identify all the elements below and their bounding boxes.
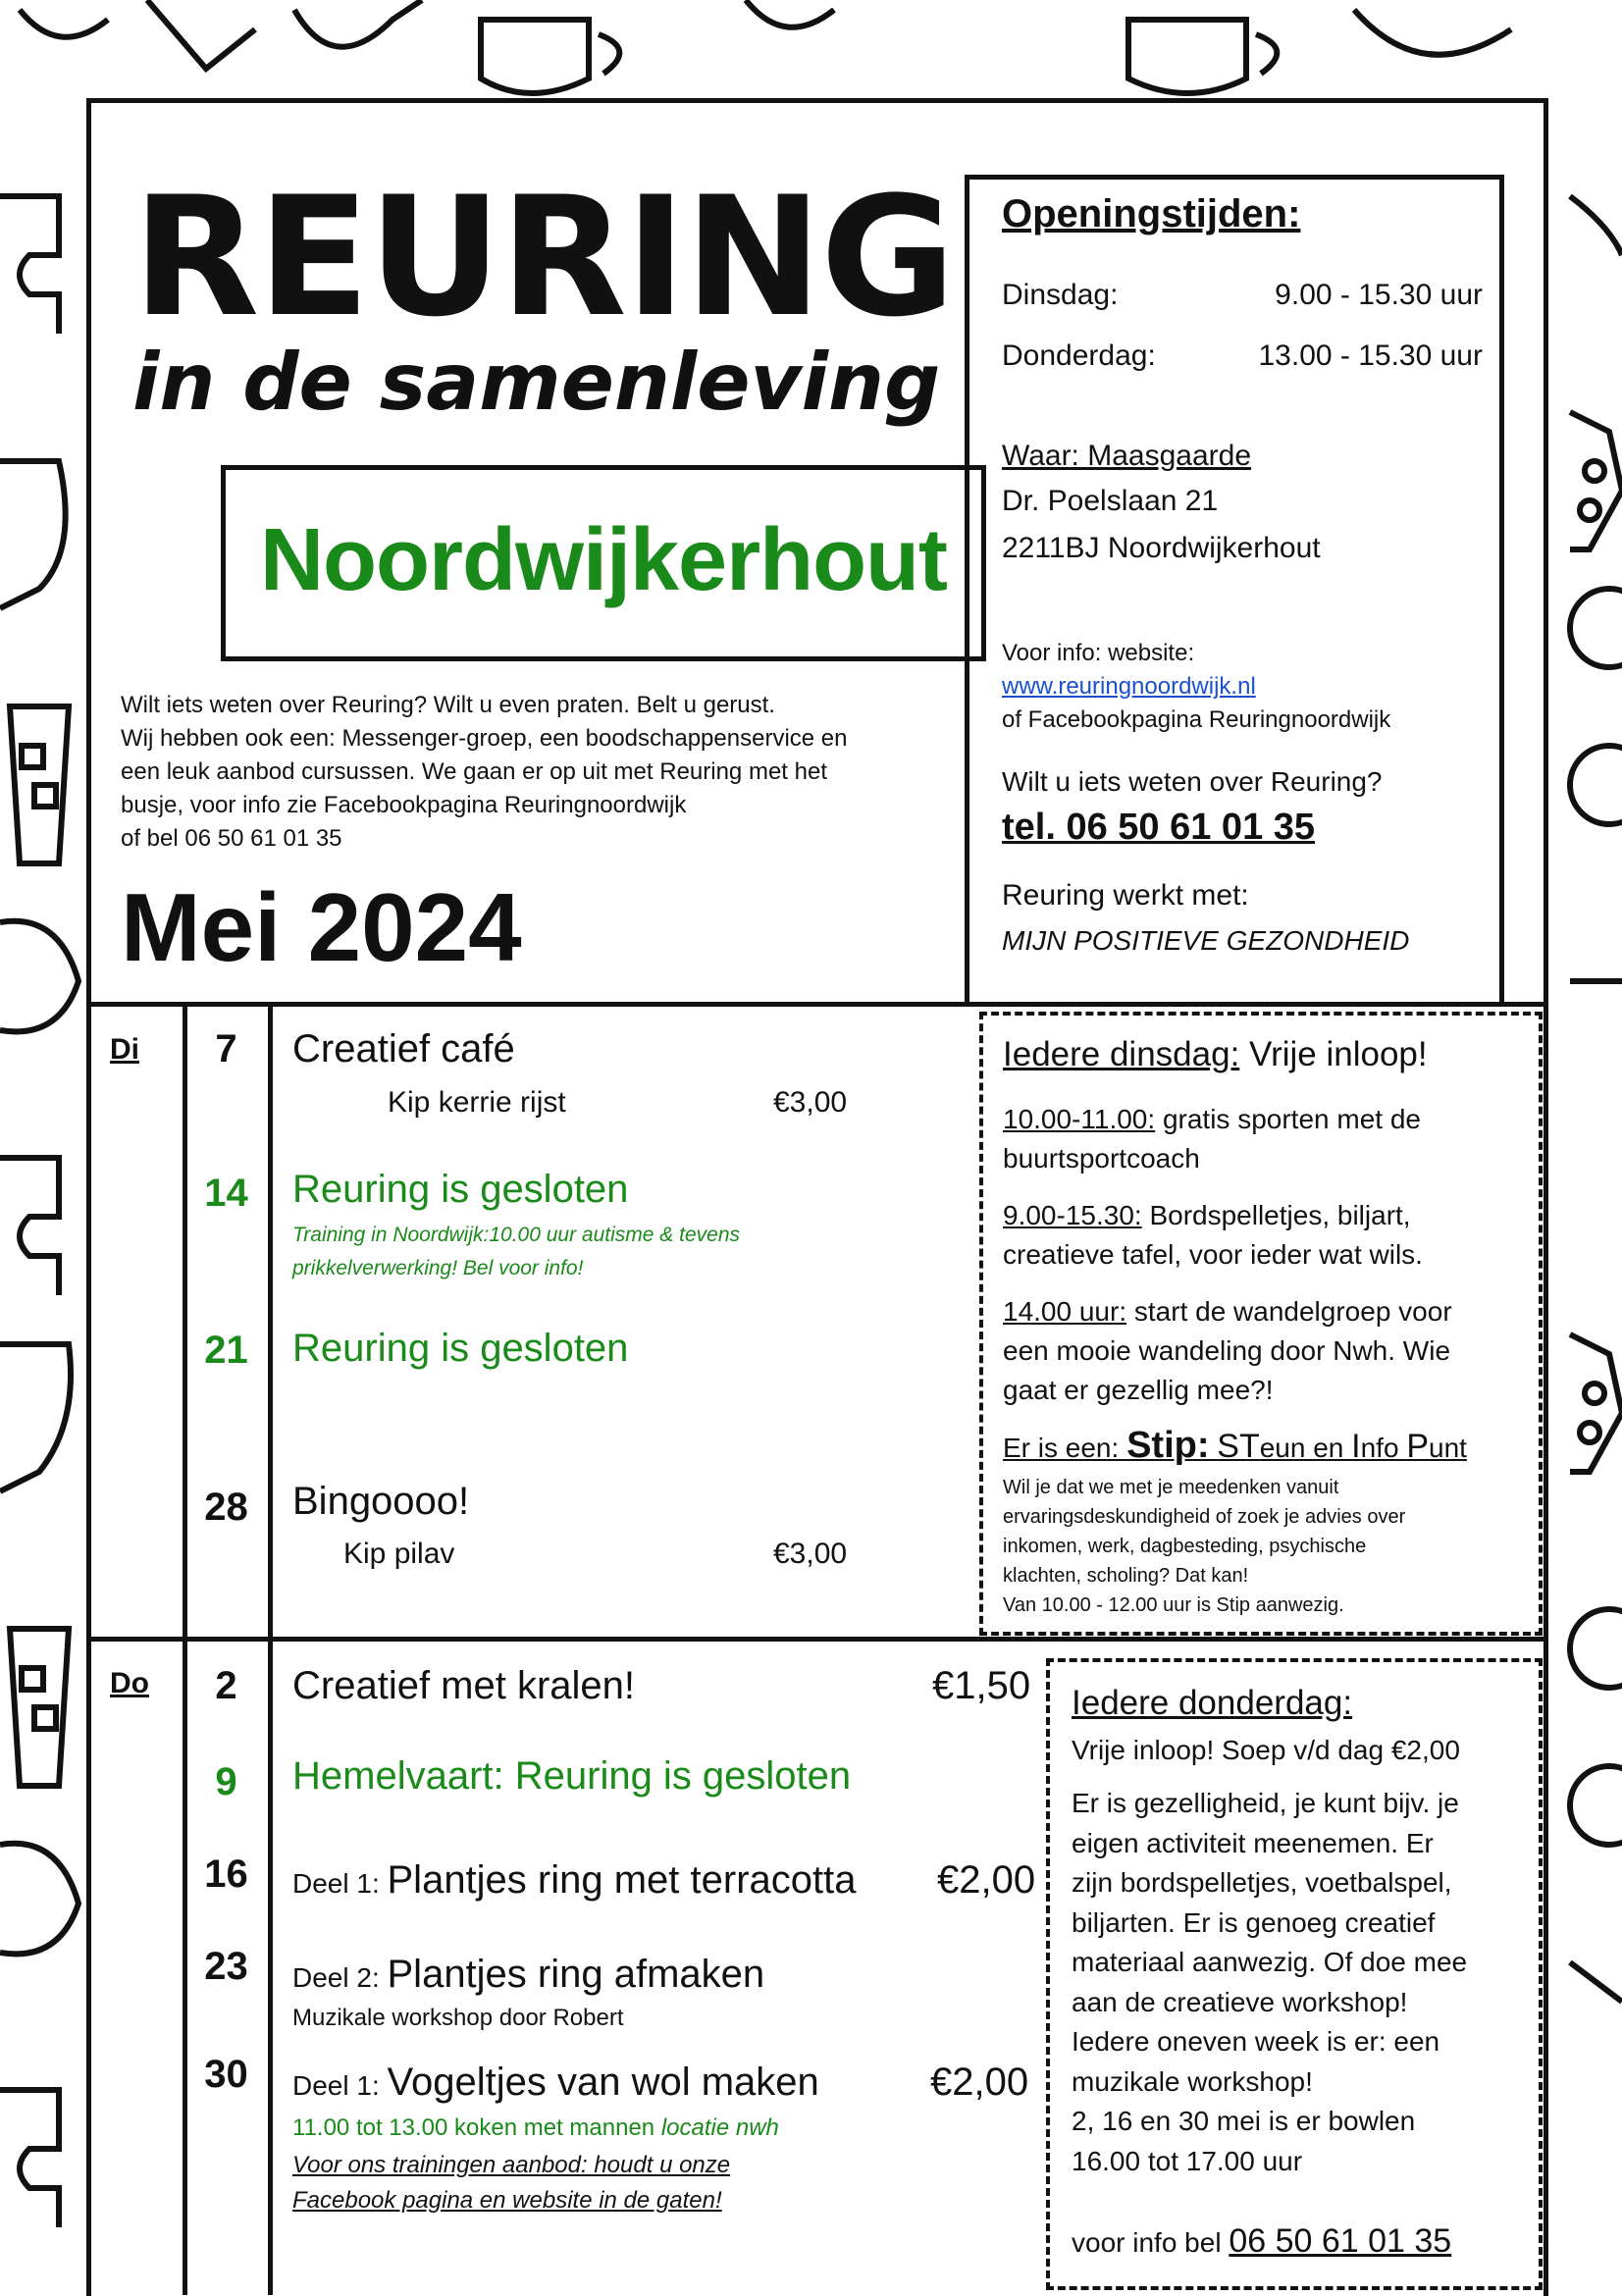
event-date: 2 bbox=[215, 1664, 237, 1707]
info-label: Voor info: website: bbox=[1002, 640, 1195, 666]
divider bbox=[86, 1002, 1548, 1007]
thursday-description: Er is gezelligheid, je kunt bijv. je eigen activiteit meenemen. Er zijn bordspelletjes, voetbalspel, biljarten. Er is genoeg creatief materiaal aanwezig. Of doe mee aan de creatieve workshop! Iedere oneven week is er: een muzikale workshop! 2, 16 en 30 mei is er bowlen 16.00 tot 17.00 uur bbox=[1072, 1788, 1468, 2176]
thursday-info: voor info bel 06 50 61 01 35 bbox=[1072, 2222, 1452, 2260]
thursday-side-box bbox=[1046, 1658, 1543, 2290]
pie-doodle-icon bbox=[20, 10, 108, 37]
event-price: €3,00 bbox=[773, 1538, 848, 1570]
side-text: creatieve tafel, voor ieder wat wils. bbox=[1003, 1239, 1423, 1270]
side-time: 10.00-11.00: bbox=[1003, 1104, 1156, 1134]
event-title-row bbox=[292, 2059, 819, 2106]
event-note: Training in Noordwijk:10.00 uur autisme & tevens bbox=[292, 1224, 741, 1246]
event-prefix: Deel 1: bbox=[292, 2070, 388, 2101]
side-text: Bordspelletjes, biljart, bbox=[1141, 1200, 1411, 1230]
tuesday-side-title bbox=[1003, 1033, 1428, 1076]
month-title: Mei 2024 bbox=[121, 873, 522, 981]
info-box bbox=[965, 175, 1504, 1005]
event-title: Reuring is gesloten bbox=[292, 1168, 629, 1211]
opening-hours-title: Openingstijden: bbox=[1002, 192, 1301, 235]
divider bbox=[86, 1637, 1548, 1642]
event-title: Hemelvaart: Reuring is gesloten bbox=[292, 1754, 852, 1798]
hours-row-thursday bbox=[1002, 337, 1483, 376]
intro-line: Wij hebben ook een: Messenger-groep, een boodschappenservice en bbox=[121, 725, 848, 752]
intro-line: een leuk aanbod cursussen. We gaan er op uit met Reuring met het bbox=[121, 758, 827, 785]
side-text: gaat er gezellig mee?! bbox=[1003, 1375, 1274, 1405]
event-title: Creatief café bbox=[292, 1027, 515, 1070]
event-date: 21 bbox=[204, 1329, 248, 1372]
divider bbox=[268, 1002, 273, 2295]
intro-line: of bel 06 50 61 01 35 bbox=[121, 825, 342, 852]
event-price: €3,00 bbox=[773, 1086, 848, 1119]
website-link[interactable]: www.reuringnoordwijk.nl bbox=[1002, 673, 1256, 700]
event-date: 30 bbox=[204, 2053, 248, 2096]
balloon-doodle-icon bbox=[1570, 746, 1622, 824]
where-title: Waar: Maasgaarde bbox=[1002, 440, 1252, 472]
side-paragraph bbox=[1003, 1102, 1421, 1137]
event-prefix: Deel 1: bbox=[292, 1868, 388, 1899]
location-name: Noordwijkerhout bbox=[260, 511, 947, 609]
hours-row-tuesday bbox=[1002, 276, 1483, 315]
event-title: Reuring is gesloten bbox=[292, 1327, 629, 1370]
side-text: gratis sporten met de bbox=[1155, 1104, 1421, 1134]
address-line: Dr. Poelslaan 21 bbox=[1002, 485, 1219, 517]
event-sub: Kip kerrie rijst bbox=[388, 1086, 566, 1119]
event-note: prikkelverwerking! Bel voor info! bbox=[292, 1257, 584, 1279]
event-date: 14 bbox=[204, 1172, 248, 1215]
hours-day: Dinsdag: bbox=[1002, 279, 1119, 311]
day-label-tuesday: Di bbox=[110, 1033, 139, 1066]
balloon-doodle-icon bbox=[1570, 589, 1622, 667]
event-prefix: Deel 2: bbox=[292, 1962, 388, 1993]
tuesday-side-box bbox=[979, 1012, 1543, 1636]
event-note: Voor ons trainingen aanbod: houdt u onze bbox=[292, 2152, 731, 2178]
event-price: €2,00 bbox=[937, 1858, 1036, 1902]
hours-time: 13.00 - 15.30 uur bbox=[1258, 339, 1483, 372]
location-box bbox=[221, 465, 986, 661]
event-title: Bingoooo! bbox=[292, 1480, 470, 1523]
event-title: Plantjes ring met terracotta bbox=[387, 1858, 857, 1902]
intro-line: busje, voor info zie Facebookpagina Reuringnoordwijk bbox=[121, 792, 687, 818]
event-title-row bbox=[292, 1951, 764, 1998]
day-label-thursday: Do bbox=[110, 1667, 149, 1699]
logo-title: REURING bbox=[132, 161, 954, 353]
program-name: MIJN POSITIEVE GEZONDHEID bbox=[1002, 925, 1410, 956]
stip-description: Wil je dat we met je meedenken vanuit ervaringsdeskundigheid of zoek je advies over inkomen, werk, dagbesteding, psychische klachten, scholing? Dat kan! Van 10.00 - 12.00 uur is Stip aanwezig. bbox=[1003, 1477, 1406, 1616]
side-paragraph bbox=[1003, 1198, 1411, 1233]
side-title-underlined: Iedere dinsdag: bbox=[1003, 1035, 1240, 1073]
puzzle-doodle-icon bbox=[0, 196, 59, 334]
cup-doodle-icon bbox=[1128, 20, 1246, 93]
side-text: een mooie wandeling door Nwh. Wie bbox=[1003, 1335, 1451, 1366]
event-title-row bbox=[292, 1856, 857, 1904]
event-date: 16 bbox=[204, 1852, 248, 1896]
side-time: 9.00-15.30: bbox=[1003, 1200, 1142, 1230]
intro-line: Wilt iets weten over Reuring? Wilt u even praten. Belt u gerust. bbox=[121, 692, 775, 718]
event-title: Creatief met kralen! bbox=[292, 1664, 636, 1707]
side-text: start de wandelgroep voor bbox=[1126, 1296, 1452, 1327]
event-note: Facebook pagina en website in de gaten! bbox=[292, 2187, 722, 2214]
thursday-side-title: Iedere donderdag: bbox=[1072, 1684, 1353, 1722]
facebook-text: of Facebookpagina Reuringnoordwijk bbox=[1002, 706, 1391, 733]
hours-day: Donderdag: bbox=[1002, 339, 1156, 372]
event-price: €2,00 bbox=[930, 2061, 1029, 2104]
logo-subtitle: in de samenleving bbox=[132, 337, 941, 428]
cup-doodle-icon bbox=[481, 20, 589, 93]
side-text: Vrije inloop! Soep v/d dag €2,00 bbox=[1072, 1735, 1460, 1765]
stip-heading: Er is een: Stip: STeun en Info Punt bbox=[1003, 1425, 1467, 1466]
side-time: 14.00 uur: bbox=[1003, 1296, 1127, 1327]
phone-number: tel. 06 50 61 01 35 bbox=[1002, 807, 1316, 848]
side-title-rest: Vrije inloop! bbox=[1239, 1035, 1428, 1073]
side-paragraph bbox=[1003, 1294, 1452, 1330]
works-with-label: Reuring werkt met: bbox=[1002, 879, 1249, 912]
event-date: 28 bbox=[204, 1486, 248, 1529]
event-price: €1,50 bbox=[932, 1664, 1031, 1707]
hours-time: 9.00 - 15.30 uur bbox=[1275, 279, 1483, 311]
event-sub: Muzikale workshop door Robert bbox=[292, 2005, 624, 2031]
address-line: 2211BJ Noordwijkerhout bbox=[1002, 532, 1321, 564]
event-sub: Kip pilav bbox=[343, 1538, 455, 1570]
event-date: 23 bbox=[204, 1945, 248, 1988]
intro-text bbox=[121, 689, 955, 856]
event-title: Vogeltjes van wol maken bbox=[387, 2061, 819, 2104]
question-text: Wilt u iets weten over Reuring? bbox=[1002, 766, 1383, 797]
event-date: 9 bbox=[215, 1760, 237, 1803]
event-date: 7 bbox=[215, 1027, 237, 1070]
event-green-note: 11.00 tot 13.00 koken met mannen locatie nwh bbox=[292, 2114, 779, 2141]
side-text: buurtsportcoach bbox=[1003, 1143, 1200, 1174]
event-title: Plantjes ring afmaken bbox=[387, 1953, 765, 1996]
